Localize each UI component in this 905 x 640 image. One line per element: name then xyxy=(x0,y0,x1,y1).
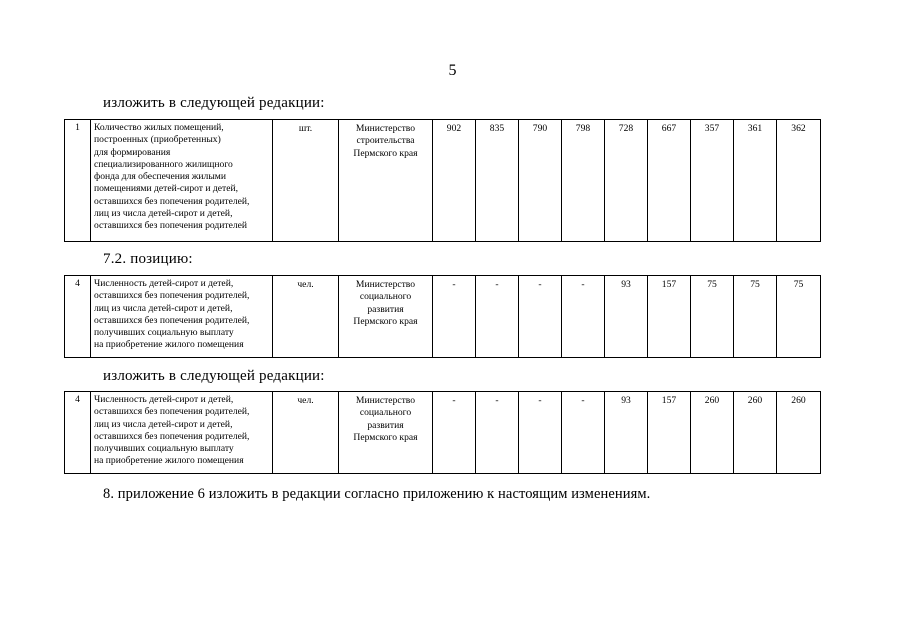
org-line: развития xyxy=(367,303,404,315)
desc-line: построенных (приобретенных) xyxy=(94,134,221,146)
desc-line: лиц из числа детей-сирот и детей, xyxy=(94,418,233,430)
indicator-description xyxy=(91,120,273,242)
value-cell: 75 xyxy=(691,276,734,358)
page-number: 5 xyxy=(448,62,457,79)
desc-line: оставшихся без попечения родителей, xyxy=(94,430,250,442)
org-line: Министерство xyxy=(355,123,416,134)
org-line: Пермского края xyxy=(353,315,418,327)
value-cell: - xyxy=(433,276,476,358)
desc-line: помещениями детей-сирот и детей, xyxy=(94,183,239,195)
responsible-ministry xyxy=(339,120,433,242)
org-line: Министерство xyxy=(355,279,416,290)
unit-cell: чел. xyxy=(273,276,339,358)
desc-line: оставшихся без попечения родителей, xyxy=(94,314,250,326)
unit-cell: чел. xyxy=(273,392,339,474)
desc-line: получивших социальную выплату xyxy=(94,443,234,455)
indicator-description xyxy=(91,392,273,474)
value-cell: - xyxy=(519,392,562,474)
row-number: 4 xyxy=(65,276,91,358)
indicator-table-2 xyxy=(64,275,821,358)
org-line: Пермского края xyxy=(353,147,418,159)
responsible-ministry xyxy=(339,276,433,358)
table-row xyxy=(65,120,821,242)
value-cell: - xyxy=(562,392,605,474)
table-row xyxy=(65,392,821,474)
indicator-table-3 xyxy=(64,391,821,474)
value-cell: 835 xyxy=(476,120,519,242)
table-row xyxy=(65,276,821,358)
value-cell: 93 xyxy=(605,392,648,474)
desc-line: оставшихся без попечения родителей, xyxy=(94,406,250,418)
desc-line: фонда для обеспечения жилыми xyxy=(94,171,226,183)
desc-line: на приобретение жилого помещения xyxy=(94,455,244,467)
value-cell: - xyxy=(476,276,519,358)
org-line: Пермского края xyxy=(353,431,418,443)
value-cell: - xyxy=(433,392,476,474)
desc-line: Количество жилых помещений, xyxy=(94,122,224,133)
value-cell: 93 xyxy=(605,276,648,358)
indicator-description xyxy=(91,276,273,358)
value-cell: 361 xyxy=(734,120,777,242)
value-cell: 260 xyxy=(777,392,821,474)
desc-line: оставшихся без попечения родителей, xyxy=(94,195,250,207)
unit-cell: шт. xyxy=(273,120,339,242)
row-number: 1 xyxy=(65,120,91,242)
org-line: социального xyxy=(359,291,412,303)
value-cell: 728 xyxy=(605,120,648,242)
value-cell: 667 xyxy=(648,120,691,242)
desc-line: лиц из числа детей-сирот и детей, xyxy=(94,208,233,220)
desc-line: оставшихся без попечения родителей xyxy=(94,220,248,232)
row-number: 4 xyxy=(65,392,91,474)
value-cell: - xyxy=(562,276,605,358)
value-cell: - xyxy=(519,276,562,358)
heading-edit-1: изложить в следующей редакции: xyxy=(103,95,325,111)
desc-line: оставшихся без попечения родителей, xyxy=(94,290,250,302)
value-cell: 798 xyxy=(562,120,605,242)
value-cell: 260 xyxy=(734,392,777,474)
desc-line: Численность детей-сирот и детей, xyxy=(94,394,234,405)
desc-line: специализированного жилищного xyxy=(94,158,233,170)
value-cell: 362 xyxy=(777,120,821,242)
desc-line: Численность детей-сирот и детей, xyxy=(94,278,234,289)
value-cell: 157 xyxy=(648,392,691,474)
desc-line: получивших социальную выплату xyxy=(94,327,234,339)
org-line: Министерство xyxy=(355,395,416,406)
org-line: социального xyxy=(359,407,412,419)
org-line: строительства xyxy=(356,135,415,147)
final-paragraph: 8. приложение 6 изложить в редакции согласно приложению к настоящим изменениям. xyxy=(103,486,651,502)
responsible-ministry xyxy=(339,392,433,474)
value-cell: 902 xyxy=(433,120,476,242)
value-cell: 75 xyxy=(734,276,777,358)
value-cell: 357 xyxy=(691,120,734,242)
desc-line: лиц из числа детей-сирот и детей, xyxy=(94,302,233,314)
value-cell: 260 xyxy=(691,392,734,474)
heading-position: 7.2. позицию: xyxy=(103,251,193,267)
heading-edit-2: изложить в следующей редакции: xyxy=(103,368,325,384)
value-cell: 157 xyxy=(648,276,691,358)
desc-line: для формирования xyxy=(94,146,171,158)
value-cell: 75 xyxy=(777,276,821,358)
indicator-table-1 xyxy=(64,119,821,242)
org-line: развития xyxy=(367,419,404,431)
value-cell: - xyxy=(476,392,519,474)
value-cell: 790 xyxy=(519,120,562,242)
desc-line: на приобретение жилого помещения xyxy=(94,339,244,351)
